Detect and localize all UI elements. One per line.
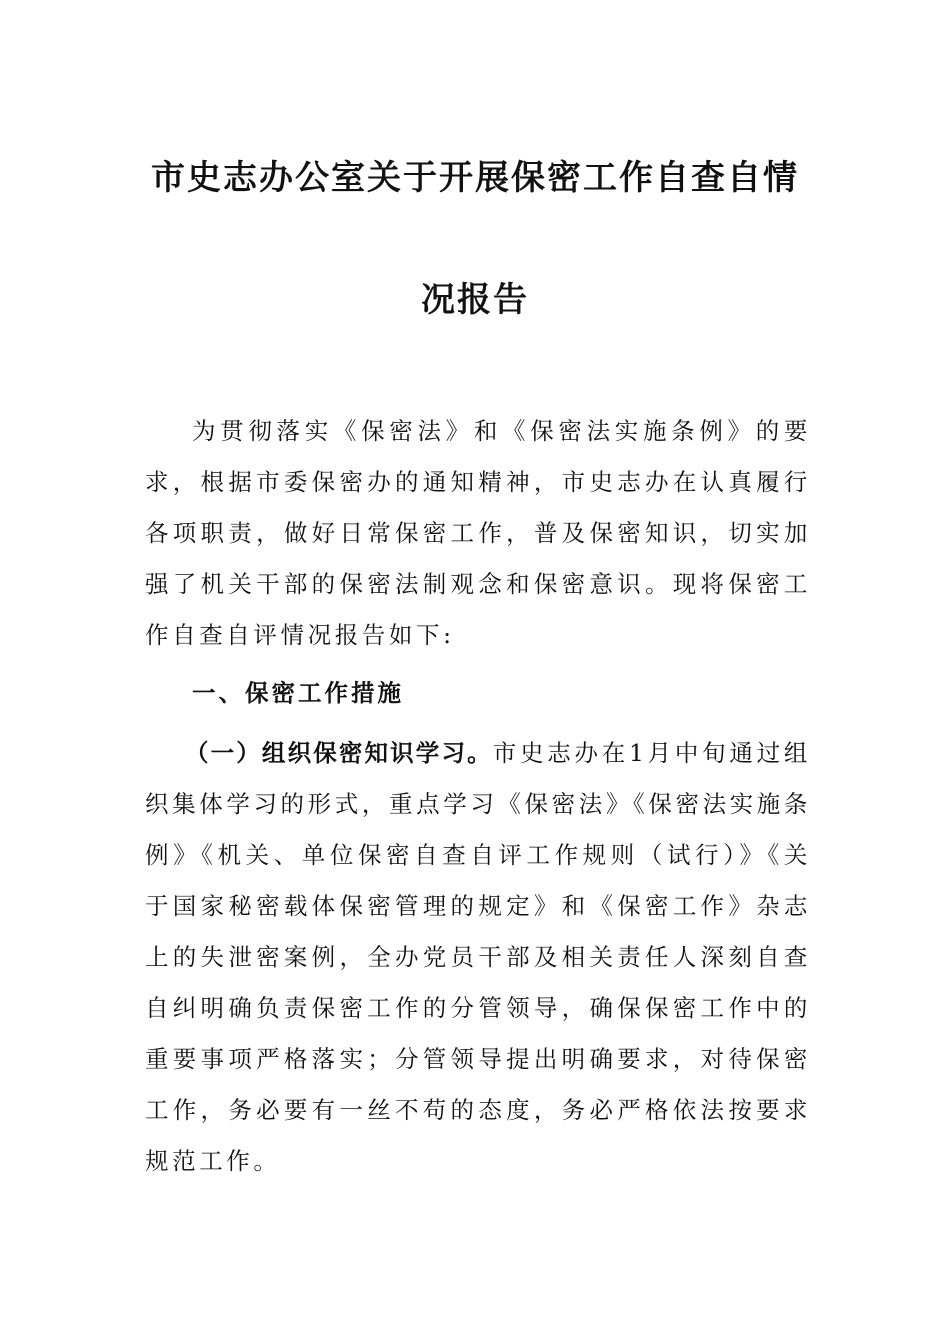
- subsection-lead: （一）组织保密知识学习。: [185, 739, 493, 767]
- intro-paragraph: 为贯彻落实《保密法》和《保密法实施条例》的要求，根据市委保密办的通知精神，市史志办在认真履行各项职责，做好日常保密工作，普及保密知识，切实加强了机关干部的保密法制观念和保密意识。现将保密工作自查自评情况报告如下:: [145, 417, 811, 649]
- document-title-line-2: 况报告: [421, 280, 529, 320]
- document-title-line-1: 市史志办公室关于开展保密工作自查自情: [151, 158, 799, 198]
- section-heading: 一、保密工作措施: [192, 679, 404, 707]
- subsection-paragraph: [145, 728, 811, 1187]
- subsection-body: 市史志办在1月中旬通过组织集体学习的形式，重点学习《保密法》《保密法实施条例》《机关、单位保密自查自评工作规则（试行）》《关于国家秘密载体保密管理的规定》和《保密工作》杂志上的失泄密案例，全办党员干部及相关责任人深刻自查自纠明确负责保密工作的分管领导，确保保密工作中的重要事项严格落实；分管领导提出明确要求，对待保密工作，务必要有一丝不苟的态度，务必严格依法按要求规范工作。: [145, 739, 812, 1175]
